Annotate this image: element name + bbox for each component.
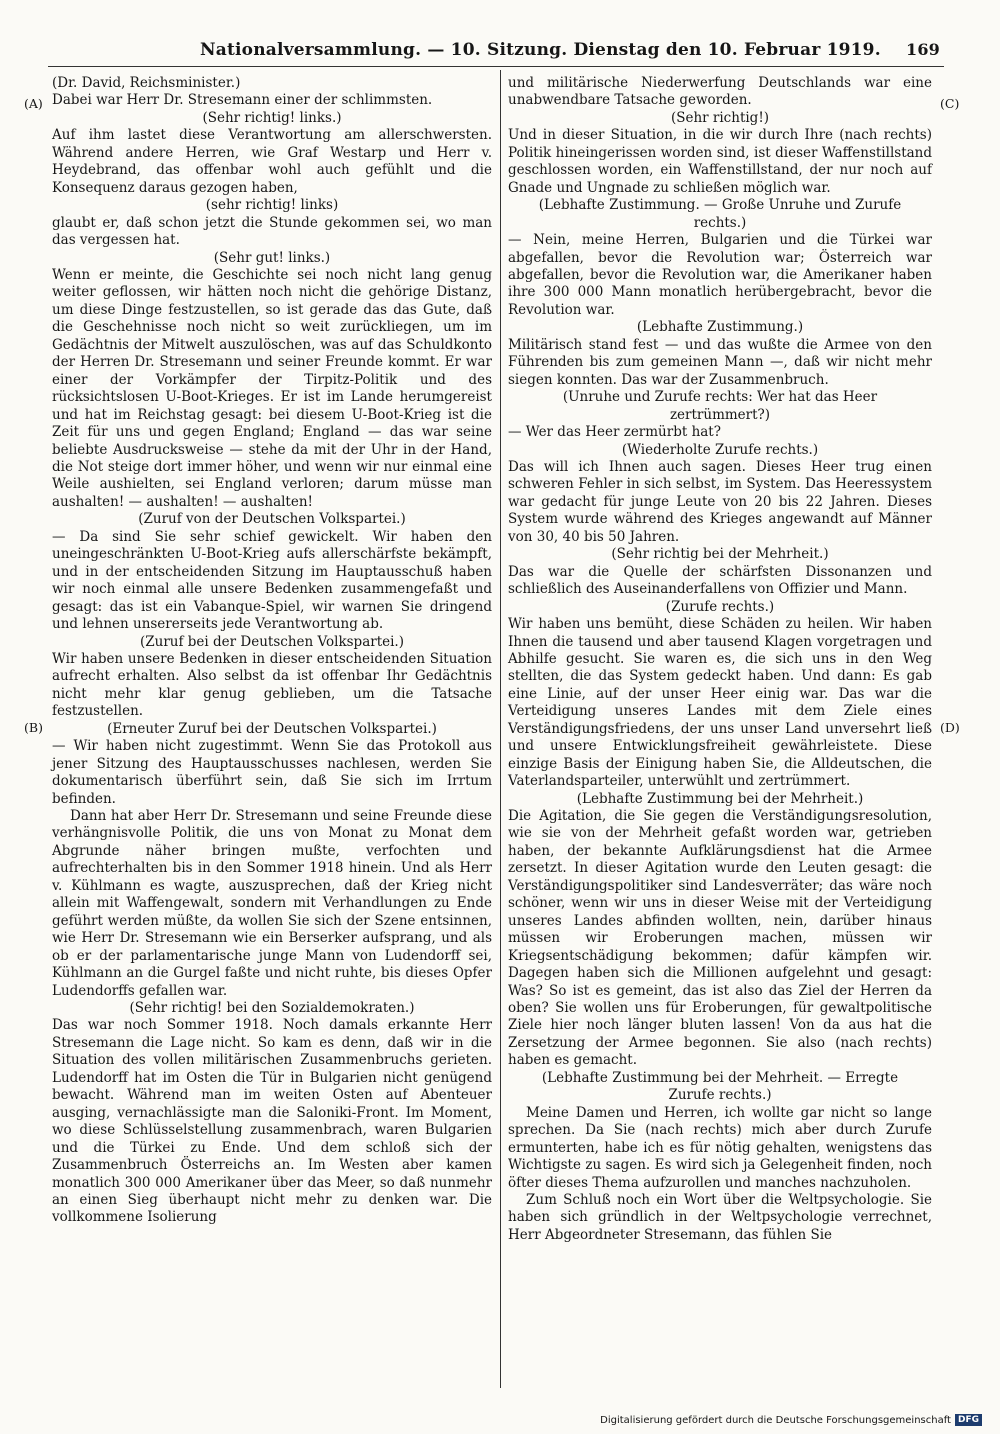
interjection: (sehr richtig! links) — [205, 197, 339, 214]
margin-marker-b: (B) — [24, 720, 43, 735]
paragraph: — Wir haben nicht zugestimmt. Wenn Sie das Protokoll aus jener Sitzung des Hauptausschusses nachlesen, werden Sie dokumentarisch überführt sein, daß Sie sich im Irrtum befinden. — [52, 738, 492, 807]
paragraph: Wenn er meinte, die Geschichte sei noch nicht lang genug weiter geflossen, wir hätten noch nicht die gehörige Distanz, um diese Dinge festzustellen, so ist gerade das das Gute, daß die Geschehnisse noch nicht so weit zurückliegen, um im Gedächtnis der Mitwelt auszulöschen, was auf das Schuldkonto der Herren Dr. Stresemann und seiner Freunde kommt. Er war einer der Vorkämpfer der Tirpitz-Politik und des rücksichtslosen U-Boot-Krieges. Er ist im Lande herumgereist und hat im Reichstag gesagt: bei diesem U-Boot-Krieg ist die Zeit für uns und gegen England; England — das war seine beliebte Ausdrucksweise — stehe da mit der Uhr in der Hand, die Not steige dort immer höher, und wenn wir nur einmal eine Weile aushielten, sei England verloren; darum müsse man aushalten! — aushalten! — aushalten! — [52, 266, 492, 510]
paragraph: Das war die Quelle der schärfsten Dissonanzen und schließlich des Auseinanderfallens von Offizier und Mann. — [508, 563, 932, 598]
paragraph: Militärisch stand fest — und das wußte die Armee von den Führenden bis zum gemeinen Mann —, daß wir nicht mehr siegen konnten. Das war der Zusammenbruch. — [508, 336, 932, 388]
interjection: (Lebhafte Zustimmung bei der Mehrheit. — Erregte Zurufe rechts.) — [541, 1069, 899, 1104]
interjection: (Zuruf bei der Deutschen Volkspartei.) — [140, 633, 404, 650]
margin-marker-a: (A) — [24, 96, 43, 111]
interjection: (Sehr gut! links.) — [213, 249, 331, 266]
interjection: (Lebhafte Zustimmung bei der Mehrheit.) — [576, 790, 864, 807]
paragraph: Dabei war Herr Dr. Stresemann einer der schlimmsten. — [52, 92, 433, 109]
paragraph: — Nein, meine Herren, Bulgarien und die Türkei war abgefallen, bevor die Revolution war; Österreich war abgefallen, bevor die Revolution war, die Amerikaner haben ihre 300 000 Mann monatlich herübergebracht, bevor die Revolution war. — [508, 232, 932, 318]
page-number: 169 — [906, 40, 940, 59]
paragraph: — Wer das Heer zermürbt hat? — [508, 424, 721, 441]
column-divider — [500, 70, 501, 1388]
interjection: (Zurufe rechts.) — [665, 598, 775, 615]
interjection: (Zuruf von der Deutschen Volkspartei.) — [138, 511, 406, 528]
paragraph: Wir haben unsere Bedenken in dieser entscheidenden Situation aufrecht erhalten. Also selbst da ist offenbar Ihr Gedächtnis nicht mehr klar genug geblieben, um die Tatsache festzustellen. — [52, 650, 492, 720]
footer-text: Digitalisierung gefördert durch die Deutsche Forschungsgemeinschaft — [600, 1414, 951, 1426]
paragraph: Und in dieser Situation, in die wir durch Ihre (nach rechts) Politik hineingerissen worden sind, ist dieser Waffenstillstand geschlossen worden, ein Waffenstillstand, der nur noch auf Gnade und Ungnade zu schließen möglich war. — [508, 127, 932, 196]
interjection: (Sehr richtig bei der Mehrheit.) — [611, 546, 829, 563]
right-column — [508, 75, 932, 1244]
paragraph: glaubt er, daß schon jetzt die Stunde gekommen sei, wo man das vergessen hat. — [52, 214, 492, 249]
paragraph: und militärische Niederwerfung Deutschlands war eine unabwendbare Tatsache geworden. — [508, 75, 932, 109]
paragraph: Die Agitation, die Sie gegen die Verständigungsresolution, wie sie von der Mehrheit gefaßt worden war, getrieben haben, der bekannte Aufklärungsdienst hat die Armee zersetzt. In dieser Agitation wurde den Leuten gesagt: die Verständigungspolitiker sind Landesverräter; das wäre noch schöner, wenn wir uns in dieser Weise mit der Verteidigung unseres Landes abfinden wollten, nein, darüber hinaus müssen wir Eroberungen machen, müssen wir Kriegsentschädigung bekommen; dafür kämpfen wir. Dagegen haben sich die Millionen aufgelehnt und gesagt: Was? So ist es gemeint, das ist also das Ziel der Herren da oben? Sie wollen uns für Eroberungen, für gewaltpolitische Ziele hier noch länger bluten lassen! Von da aus hat die Zersetzung der Armee begonnen. Sie also (nach rechts) haben es gemacht. — [508, 808, 932, 1069]
interjection: (Sehr richtig! links.) — [202, 109, 342, 126]
paragraph: Auf ihm lastet diese Verantwortung am allerschwersten. Während andere Herren, wie Graf Westarp und Herr v. Heydebrand, das offenbar wohl auch gefühlt und die Konsequenz daraus gezogen haben, — [52, 127, 492, 196]
left-column — [52, 75, 492, 1227]
interjection: (Unruhe und Zurufe rechts: Wer hat das Heer zertrümmert?) — [562, 389, 878, 423]
paragraph: Dann hat aber Herr Dr. Stresemann und seine Freunde diese verhängnisvolle Politik, die uns von Monat zu Monat dem Abgrunde näher bringen mußte, verfochten und aufrechterhalten bis in den Sommer 1918 hinein. Und als Herr v. Kühlmann es wagte, auszusprechen, daß der Krieg nicht allein mit Waffengewalt, sondern mit Verhandlungen zu Ende geführt werden müßte, da wollen Sie sich der Szene entsinnen, wie Herr Dr. Stresemann wie ein Berserker aufsprang, und als ob er der parlamentarische junge Mann von Ludendorff sei, Kühlmann an die Gurgel faßte und nicht ruhte, bis dieses Opfer Ludendorffs gefallen war. — [52, 808, 492, 999]
interjection: (Erneuter Zuruf bei der Deutschen Volkspartei.) — [107, 720, 437, 737]
paragraph: Zum Schluß noch ein Wort über die Weltpsychologie. Sie haben sich gründlich in der Weltpsychologie verrechnet, Herr Abgeordneter Stresemann, das fühlen Sie — [508, 1192, 932, 1243]
margin-marker-c: (C) — [940, 96, 960, 111]
dfg-logo-icon: DFG — [955, 1414, 982, 1426]
paragraph: — Da sind Sie sehr schief gewickelt. Wir haben den uneingeschränkten U-Boot-Krieg aufs allerschärfste bekämpft, und in der entscheidenden Sitzung im Hauptausschuß haben wir noch einmal alle unsere Bedenken zusammengefaßt und gesagt: das ist ein Vabanque-Spiel, wir warnen Sie dringend und lehnen unsererseits jede Verantwortung ab. — [52, 528, 492, 633]
interjection: (Lebhafte Zustimmung.) — [636, 319, 804, 336]
paragraph: Meine Damen und Herren, ich wollte gar nicht so lange sprechen. Da Sie (nach rechts) mich aber durch Zurufe ermunterten, habe ich es für nötig gehalten, wenigstens das Wichtigste zu sagen. Es wird sich ja Gelegenheit finden, noch öfter dieses Thema aufzurollen und manches nachzuholen. — [508, 1104, 932, 1191]
interjection: (Lebhafte Zustimmung. — Große Unruhe und Zurufe rechts.) — [538, 197, 902, 231]
margin-marker-d: (D) — [940, 720, 960, 735]
speaker-tag: (Dr. David, Reichsminister.) — [52, 75, 241, 91]
paragraph: Das will ich Ihnen auch sagen. Dieses Heer trug einen schweren Fehler in sich selbst, im System. Das Heeressystem war gedacht für junge Leute von 20 bis 22 Jahren. Dieses System wurde während des Krieges angewandt auf Männer von 30, 40 bis 50 Jahren. — [508, 458, 932, 545]
interjection: (Sehr richtig!) — [670, 109, 770, 126]
paragraph: Wir haben uns bemüht, diese Schäden zu heilen. Wir haben Ihnen die tausend und aber tausend Klagen vorgetragen und Abhilfe gesucht. Sie waren es, die sich uns in den Weg stellten, die das System gedeckt haben. Und dann: Es gab eine Linie, auf der unser Heer einig war. Das war die Verteidigung unseres Landes mit dem Ziele eines Verständigungsfriedens, der uns unser Land unversehrt ließ und unsere Entwicklungsfreiheit gewährleistete. Diese einzige Basis der Einigung haben Sie, die Alldeutschen, die Vaterlandsparteiler, unterwühlt und zertrümmert. — [508, 616, 932, 790]
interjection: (Wiederholte Zurufe rechts.) — [621, 441, 819, 458]
footer — [600, 1414, 982, 1426]
header-title: Nationalversammlung. — 10. Sitzung. Dienstag den 10. Februar 1919. — [200, 40, 881, 60]
header-rule — [48, 66, 944, 67]
interjection: (Sehr richtig! bei den Sozialdemokraten.) — [129, 1000, 415, 1017]
paragraph: Das war noch Sommer 1918. Noch damals erkannte Herr Stresemann die Lage nicht. So kam es denn, daß wir in die Situation des vollen militärischen Zusammenbruchs gerieten. Ludendorff hat im Osten die Tür in Bulgarien nicht genügend bewacht. Während man im weiten Osten auf Abenteuer ausging, vernachlässigte man die Saloniki-Front. Im Moment, wo diese Schlüsselstellung zusammenbrach, waren Bulgarien und die Türkei zu Ende. Und dem schloß sich der Zusammenbruch Österreichs an. Im Westen aber kamen monatlich 300 000 Amerikaner über das Meer, so daß nunmehr an einen Sieg überhaupt nicht mehr zu denken war. Die vollkommene Isolierung — [52, 1017, 492, 1226]
